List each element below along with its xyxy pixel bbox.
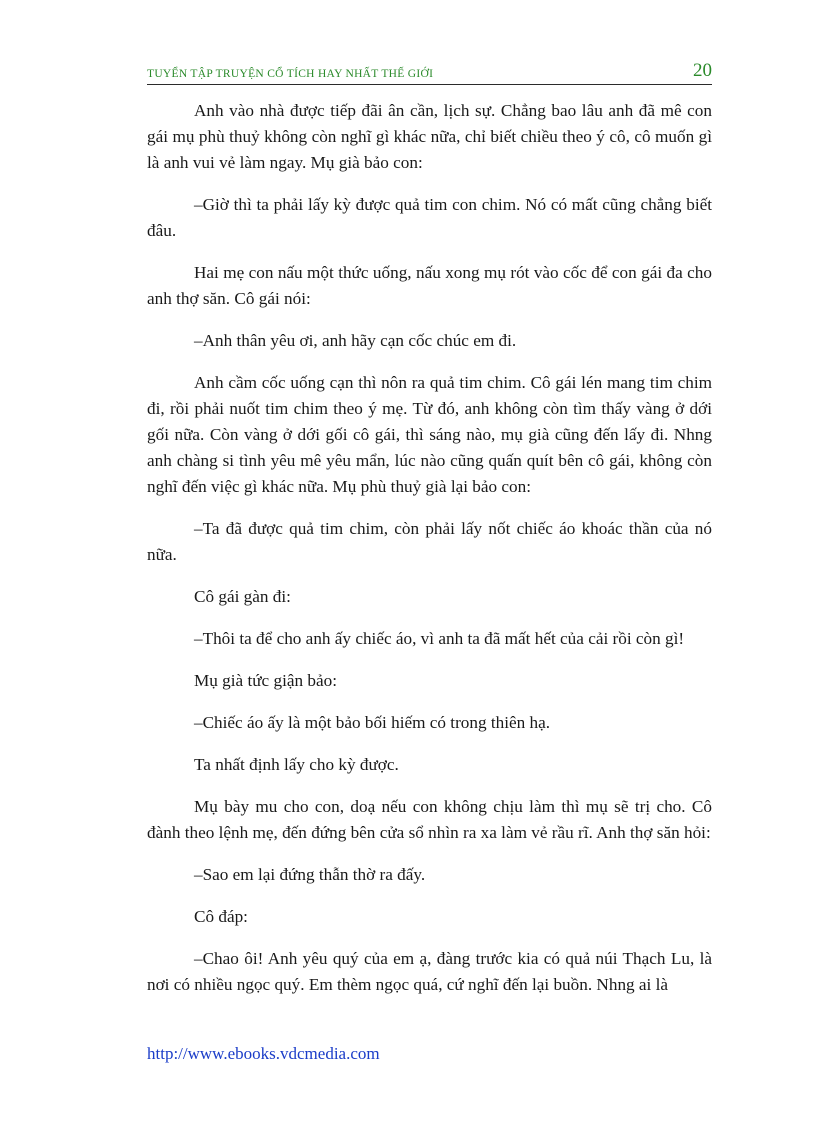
paragraph: Ta nhất định lấy cho kỳ được. <box>194 755 399 774</box>
paragraph: Mụ bày mu cho con, doạ nếu con không chịu làm thì mụ sẽ trị cho. Cô đành theo lệnh mẹ, đến đứng bên cửa sổ nhìn ra xa làm vẻ rầu rĩ. Anh thợ săn hỏi: <box>147 797 712 842</box>
paragraph: –Chao ôi! Anh yêu quý của em ạ, đàng trước kia có quả núi Thạch Lu, là nơi có nhiều ngọc quý. Em thèm ngọc quá, cứ nghĩ đến lại buồn. Nhng ai là <box>147 949 712 994</box>
paragraph: Cô gái gàn đi: <box>194 587 291 606</box>
page-header <box>147 58 712 85</box>
page-number: 20 <box>693 60 712 81</box>
paragraph: –Thôi ta để cho anh ấy chiếc áo, vì anh ta đã mất hết của cải rồi còn gì! <box>194 629 685 648</box>
paragraph: –Anh thân yêu ơi, anh hãy cạn cốc chúc em đi. <box>194 331 517 350</box>
paragraph: –Giờ thì ta phải lấy kỳ được quả tim con chim. Nó có mất cũng chẳng biết đâu. <box>147 195 712 240</box>
paragraph: –Ta đã được quả tim chim, còn phải lấy nốt chiếc áo khoác thần của nó nữa. <box>147 519 712 564</box>
paragraph: Cô đáp: <box>194 907 248 926</box>
paragraph: –Chiếc áo ấy là một bảo bối hiếm có trong thiên hạ. <box>194 713 551 732</box>
paragraph: Mụ già tức giận bảo: <box>194 671 337 690</box>
story-text <box>147 98 712 1014</box>
website-link[interactable]: http://www.ebooks.vdcmedia.com <box>147 1044 380 1063</box>
paragraph: Anh cầm cốc uống cạn thì nôn ra quả tim chim. Cô gái lén mang tim chim đi, rồi phải nuốt tim chim theo ý mẹ. Từ đó, anh không còn tìm thấy vàng ở dới gối nữa. Còn vàng ở dới gối cô gái, thì sáng nào, mụ già cũng đến lấy đi. Nhng anh chàng si tình yêu mê yêu mẩn, lúc nào cũng quấn quít bên cô gái, không còn nghĩ đến việc gì khác nữa. Mụ phù thuỷ già lại bảo con: <box>147 373 712 496</box>
paragraph: –Sao em lại đứng thẫn thờ ra đấy. <box>194 865 426 884</box>
paragraph: Hai mẹ con nấu một thức uống, nấu xong mụ rót vào cốc để con gái đa cho anh thợ săn. Cô gái nói: <box>147 263 712 308</box>
paragraph: Anh vào nhà được tiếp đãi ân cần, lịch sự. Chẳng bao lâu anh đã mê con gái mụ phù thuỷ không còn nghĩ gì khác nữa, chỉ biết chiều theo ý cô, cô muốn gì là anh vui vẻ làm ngay. Mụ già bảo con: <box>147 101 712 172</box>
book-title: TUYỂN TẬP TRUYỆN CỔ TÍCH HAY NHẤT THẾ GIỚI <box>147 68 434 80</box>
